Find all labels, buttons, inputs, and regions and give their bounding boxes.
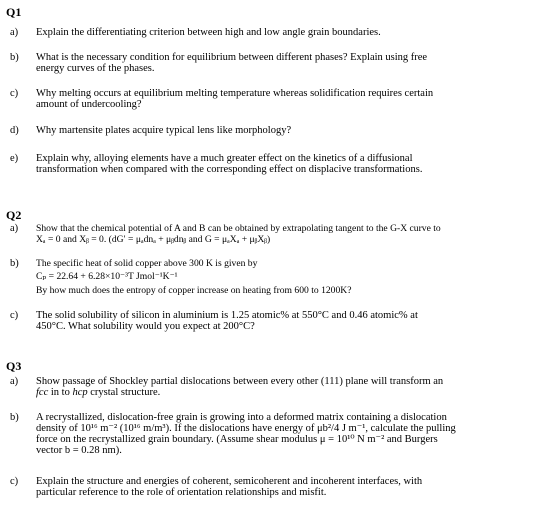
text-line: The solid solubility of silicon in aluminium is 1.25 atomic% at 550°C and 0.46 atomic% at bbox=[36, 310, 418, 321]
question-2-heading: Q2 bbox=[6, 208, 22, 222]
text-fragment: in to bbox=[48, 387, 73, 398]
italic-term: fcc bbox=[36, 387, 49, 398]
text-line: amount of undercooling? bbox=[36, 99, 142, 110]
text-line bbox=[36, 387, 522, 398]
text-line: force on the recrystallized grain boundary. (Assume shear modulus μ = 10¹⁰ N m⁻² and Burgers bbox=[36, 434, 438, 445]
text-line: transformation when compared with the corresponding effect on displacive transformations. bbox=[36, 164, 423, 175]
text-line: The specific heat of solid copper above 300 K is given by bbox=[36, 258, 258, 269]
text-line: density of 10¹⁶ m⁻² (10¹⁶ m/m³). If the dislocations have energy of μb²/4 J m⁻¹, calculate the pulling bbox=[36, 423, 456, 434]
text-line: vector b = 0.28 nm). bbox=[36, 445, 122, 456]
text-line: What is the necessary condition for equilibrium between different phases? Explain using free bbox=[36, 52, 428, 63]
item-text bbox=[36, 88, 522, 110]
item-label: a) bbox=[10, 223, 19, 234]
text-line: Why martensite plates acquire typical lens like morphology? bbox=[36, 125, 292, 136]
item-label: b) bbox=[10, 52, 19, 63]
text-line: energy curves of the phases. bbox=[36, 63, 155, 74]
item-label: e) bbox=[10, 153, 19, 164]
text-line: Explain why, alloying elements have a much greater effect on the kinetics of a diffusional bbox=[36, 153, 413, 164]
text-line: Why melting occurs at equilibrium melting temperature whereas solidification requires certain bbox=[36, 88, 434, 99]
item-label: a) bbox=[10, 27, 19, 38]
item-text bbox=[36, 412, 522, 456]
text-line: A recrystallized, dislocation-free grain is growing into a deformed matrix containing a dislocation bbox=[36, 412, 447, 423]
item-label: a) bbox=[10, 376, 19, 387]
text-line: particular reference to the role of orientation relationships and misfit. bbox=[36, 487, 327, 498]
item-label: b) bbox=[10, 258, 19, 269]
equation-line: Cₚ = 22.64 + 6.28×10⁻³T Jmol⁻¹K⁻¹ bbox=[36, 271, 178, 282]
item-text bbox=[36, 476, 522, 498]
item-text bbox=[36, 27, 522, 38]
text-line: Explain the differentiating criterion between high and low angle grain boundaries. bbox=[36, 27, 381, 38]
text-line: 450°C. What solubility would you expect at 200°C? bbox=[36, 321, 255, 332]
item-text bbox=[36, 258, 522, 296]
item-label: c) bbox=[10, 310, 19, 321]
item-label: d) bbox=[10, 125, 19, 136]
item-label: c) bbox=[10, 88, 19, 99]
text-line: Show that the chemical potential of A and B can be obtained by extrapolating tangent to the G-X curve to bbox=[36, 223, 441, 234]
text-line: By how much does the entropy of copper increase on heating from 600 to 1200K? bbox=[36, 285, 352, 296]
item-text bbox=[36, 223, 522, 245]
item-text bbox=[36, 125, 522, 136]
text-line: Show passage of Shockley partial dislocations between every other (111) plane will transform an bbox=[36, 376, 444, 387]
question-1-heading: Q1 bbox=[6, 5, 22, 19]
item-text bbox=[36, 153, 522, 175]
text-line: Explain the structure and energies of coherent, semicoherent and incoherent interfaces, with bbox=[36, 476, 423, 487]
item-text bbox=[36, 310, 522, 332]
item-label: c) bbox=[10, 476, 19, 487]
equation-line: Xₐ = 0 and Xᵦ = 0. (dG′ = μₐdnₐ + μᵦdnᵦ and G = μₐXₐ + μᵦXᵦ) bbox=[36, 234, 271, 245]
text-fragment: crystal structure. bbox=[87, 387, 161, 398]
item-text bbox=[36, 376, 522, 398]
item-label: b) bbox=[10, 412, 19, 423]
item-text bbox=[36, 52, 522, 74]
italic-term: hcp bbox=[72, 387, 88, 398]
question-3-heading: Q3 bbox=[6, 359, 22, 373]
